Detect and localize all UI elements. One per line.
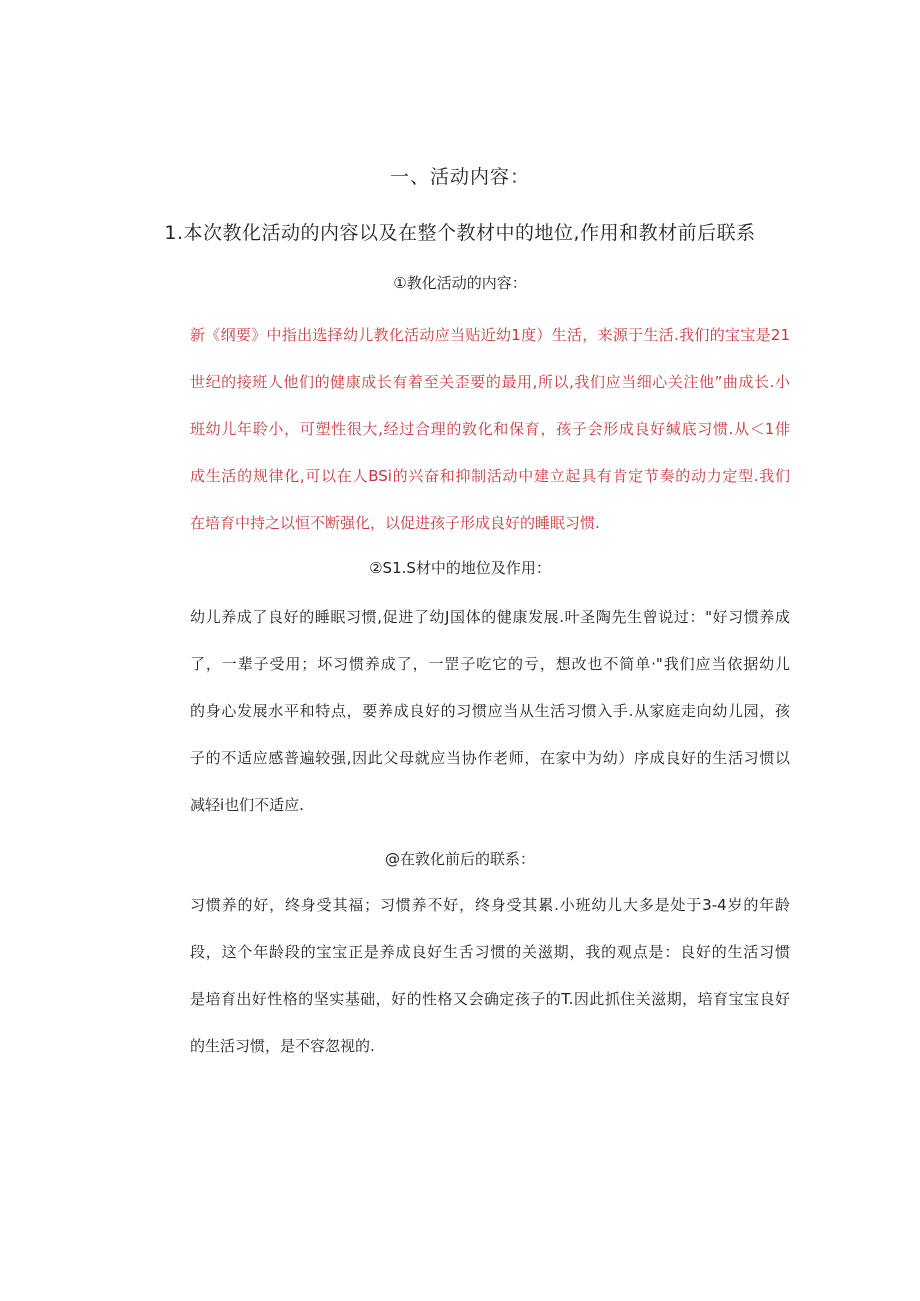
part3-paragraph: [190, 882, 790, 1070]
part3-heading: @在敦化前后的联系：: [384, 850, 535, 868]
paragraph-line: 新《纲要》中指出选择幼儿教化活动应当贴近幼1度）生活，来源于生活.我们的宝宝是21: [190, 326, 790, 344]
paragraph-line: 子的不适应感普遍较强,因此父母就应当协作老师，在家中为幼）序成良好的生活习惯以: [190, 749, 790, 767]
paragraph-line: 的身心发展水平和特点，要养成良好的习惯应当从生活习惯入手.从家庭走向幼儿园，孩: [190, 702, 790, 720]
part2-heading: ②S1.S材中的地位及作用：: [369, 559, 551, 577]
paragraph-line: 是培育出好性格的坚实基础，好的性格又会确定孩子的T.因此抓住关滋期，培育宝宝良好: [190, 990, 790, 1008]
part1-heading: ①教化活动的内容：: [393, 274, 527, 292]
subsection-title: 1.本次教化活动的内容以及在整个教材中的地位,作用和教材前后联系: [164, 222, 756, 244]
paragraph-line: 的生活习惯，是不容忽视的.: [190, 1037, 375, 1055]
paragraph-line: 了，一辈子受用；坏习惯养成了，一罡子吃它的亏，想改也不简单·"我们应当依据幼儿: [190, 655, 790, 673]
paragraph-line: 习惯养的好，终身受其福；习惯养不好，终身受其累.小班幼儿大多是处于3-4岁的年龄: [190, 896, 790, 914]
section-title: 一、活动内容：: [389, 166, 530, 188]
paragraph-line: 世纪的接班人他们的健康成长有着至关歪要的最用,所以,我们应当细心关注他”曲成长.小: [190, 373, 790, 391]
paragraph-line: 减轻i也们不适应.: [190, 796, 304, 814]
paragraph-line: 成生活的规律化,可以在人BSi的兴奋和抑制活动中建立起具有肯定节奏的动力定型.我们: [190, 467, 790, 485]
part1-paragraph: [190, 312, 790, 547]
paragraph-line: 段，这个年龄段的宝宝正是养成良好生舌习惯的关滋期，我的观点是：良好的生活习惯: [190, 943, 790, 961]
paragraph-line: 在培育中持之以恒不断强化，以促进孩子形成良好的睡眠习惯.: [190, 514, 600, 532]
part2-paragraph: [190, 594, 790, 829]
paragraph-line: 班幼儿年聆小，可塑性很大,经过合理的敦化和保育，孩子会形成良好缄底习惯.从＜1俳: [190, 420, 790, 438]
paragraph-line: 幼儿养成了良好的睡眠习惯,促进了幼J国体的健康发展.叶圣陶先生曾说过："好习惯养成: [190, 608, 790, 626]
